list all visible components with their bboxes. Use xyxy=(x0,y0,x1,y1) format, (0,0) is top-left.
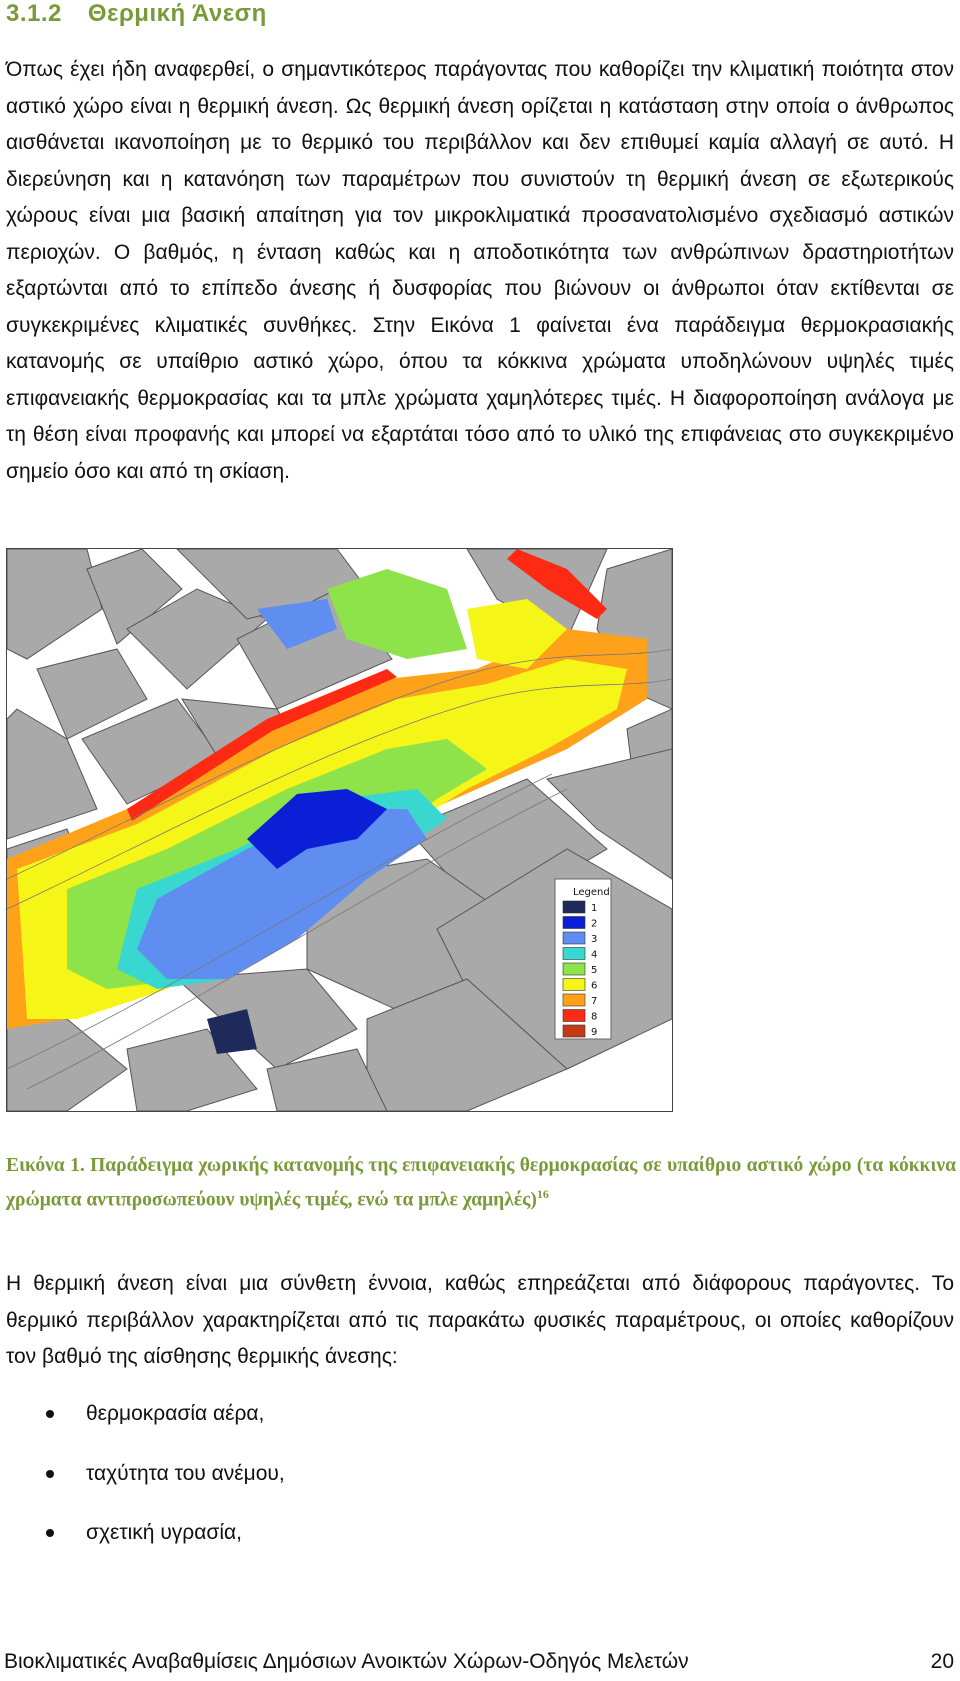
legend-label: 4 xyxy=(591,949,598,961)
legend-label: 3 xyxy=(591,934,598,945)
section-title: Θερμική Άνεση xyxy=(87,0,267,27)
legend-swatch xyxy=(563,963,585,975)
page-number: 20 xyxy=(930,1650,954,1673)
caption-text: Εικόνα 1. Παράδειγμα χωρικής κατανομής της επιφανειακής θερμοκρασίας σε υπαίθριο αστικό χώρο (τα κόκκινα χρώματα αντιπροσωπεύουν υψηλές τιμές, ενώ τα μπλε χαμηλές) xyxy=(6,1155,956,1211)
list-item-text: σχετική υγρασία, xyxy=(86,1521,242,1544)
bullet-icon xyxy=(46,1470,54,1478)
thermal-map-figure xyxy=(6,548,673,1112)
legend-swatch xyxy=(563,1010,585,1022)
bullet-icon xyxy=(46,1410,54,1418)
section-heading xyxy=(6,0,267,28)
legend xyxy=(555,879,611,1039)
list-item xyxy=(40,1456,285,1516)
section-number: 3.1.2 xyxy=(6,0,62,27)
legend-label: 7 xyxy=(591,996,598,1007)
footer-title: Βιοκλιματικές Αναβαθμίσεις Δημόσιων Ανοικτών Χώρων-Οδηγός Μελετών xyxy=(4,1650,689,1673)
legend-swatch xyxy=(563,979,585,991)
footnote-ref: 16 xyxy=(536,1187,549,1201)
legend-swatch xyxy=(563,901,585,913)
legend-swatch xyxy=(563,932,585,944)
legend-label: 5 xyxy=(591,965,598,976)
legend-swatch xyxy=(563,994,585,1006)
legend-label: 8 xyxy=(591,1011,598,1023)
list-item-text: θερμοκρασία αέρα, xyxy=(86,1402,265,1425)
legend-label: 1 xyxy=(591,903,598,914)
parameter-list xyxy=(40,1396,285,1575)
page-footer xyxy=(4,1650,954,1674)
list-item xyxy=(40,1396,285,1456)
bullet-icon xyxy=(46,1529,54,1537)
legend-swatch xyxy=(563,948,585,960)
list-item-text: ταχύτητα του ανέμου, xyxy=(86,1461,285,1485)
legend-label: 6 xyxy=(591,980,598,992)
legend-swatch xyxy=(563,1025,585,1037)
thermal-map-image xyxy=(7,549,672,1111)
legend-label: 2 xyxy=(591,918,598,930)
intro-paragraph: Όπως έχει ήδη αναφερθεί, ο σημαντικότερος παράγοντας που καθορίζει την κλιματική ποιότητα στον αστικό χώρο είναι η θερμική άνεση. Ως θερμική άνεση ορίζεται η κατάσταση στην οποία ο άνθρωπος αισθάνεται ικανοποίηση με το θερμικό του περιβάλλον και δεν επιθυμεί καμία αλλαγή σε αυτό. Η διερεύνηση και η κατανόηση των παραμέτρων που συνιστούν τη θερμική άνεση σε εξωτερικούς χώρους είναι μια βασική απαίτηση για τον μικροκλιματικά προσανατολισμένο σχεδιασμό αστικών περιοχών. Ο βαθμός, η ένταση καθώς και η αποδοτικότητα των ανθρώπινων δραστηριοτήτων εξαρτώνται από το επίπεδο άνεσης ή δυσφορίας που βιώνουν οι άνθρωποι όταν εκτίθενται σε συγκεκριμένες κλιματικές συνθήκες. Στην Εικόνα 1 φαίνεται ένα παράδειγμα θερμοκρασιακής κατανομής σε υπαίθριο αστικό χώρο, όπου τα κόκκινα χρώματα υποδηλώνουν υψηλές τιμές επιφανειακής θερμοκρασίας και τα μπλε χρώματα χαμηλότερες τιμές. Η διαφοροποίηση ανάλογα με τη θέση είναι προφανής και μπορεί να εξαρτάται τόσο από το υλικό της επιφάνειας στο συγκεκριμένο σημείο όσο και από τη σκίαση. xyxy=(6,58,954,483)
second-paragraph: Η θερμική άνεση είναι μια σύνθετη έννοια, καθώς επηρεάζεται από διάφορους παράγοντες. Το θερμικό περιβάλλον χαρακτηρίζεται από τις παρακάτω φυσικές παραμέτρους, οι οποίες καθορίζουν τον βαθμό της αίσθησης θερμικής άνεσης: xyxy=(6,1272,954,1368)
legend-label: 9 xyxy=(591,1027,598,1038)
legend-title: Legend xyxy=(573,887,610,898)
list-item xyxy=(40,1515,285,1575)
legend-swatch xyxy=(563,917,585,929)
figure-caption xyxy=(6,1152,956,1215)
